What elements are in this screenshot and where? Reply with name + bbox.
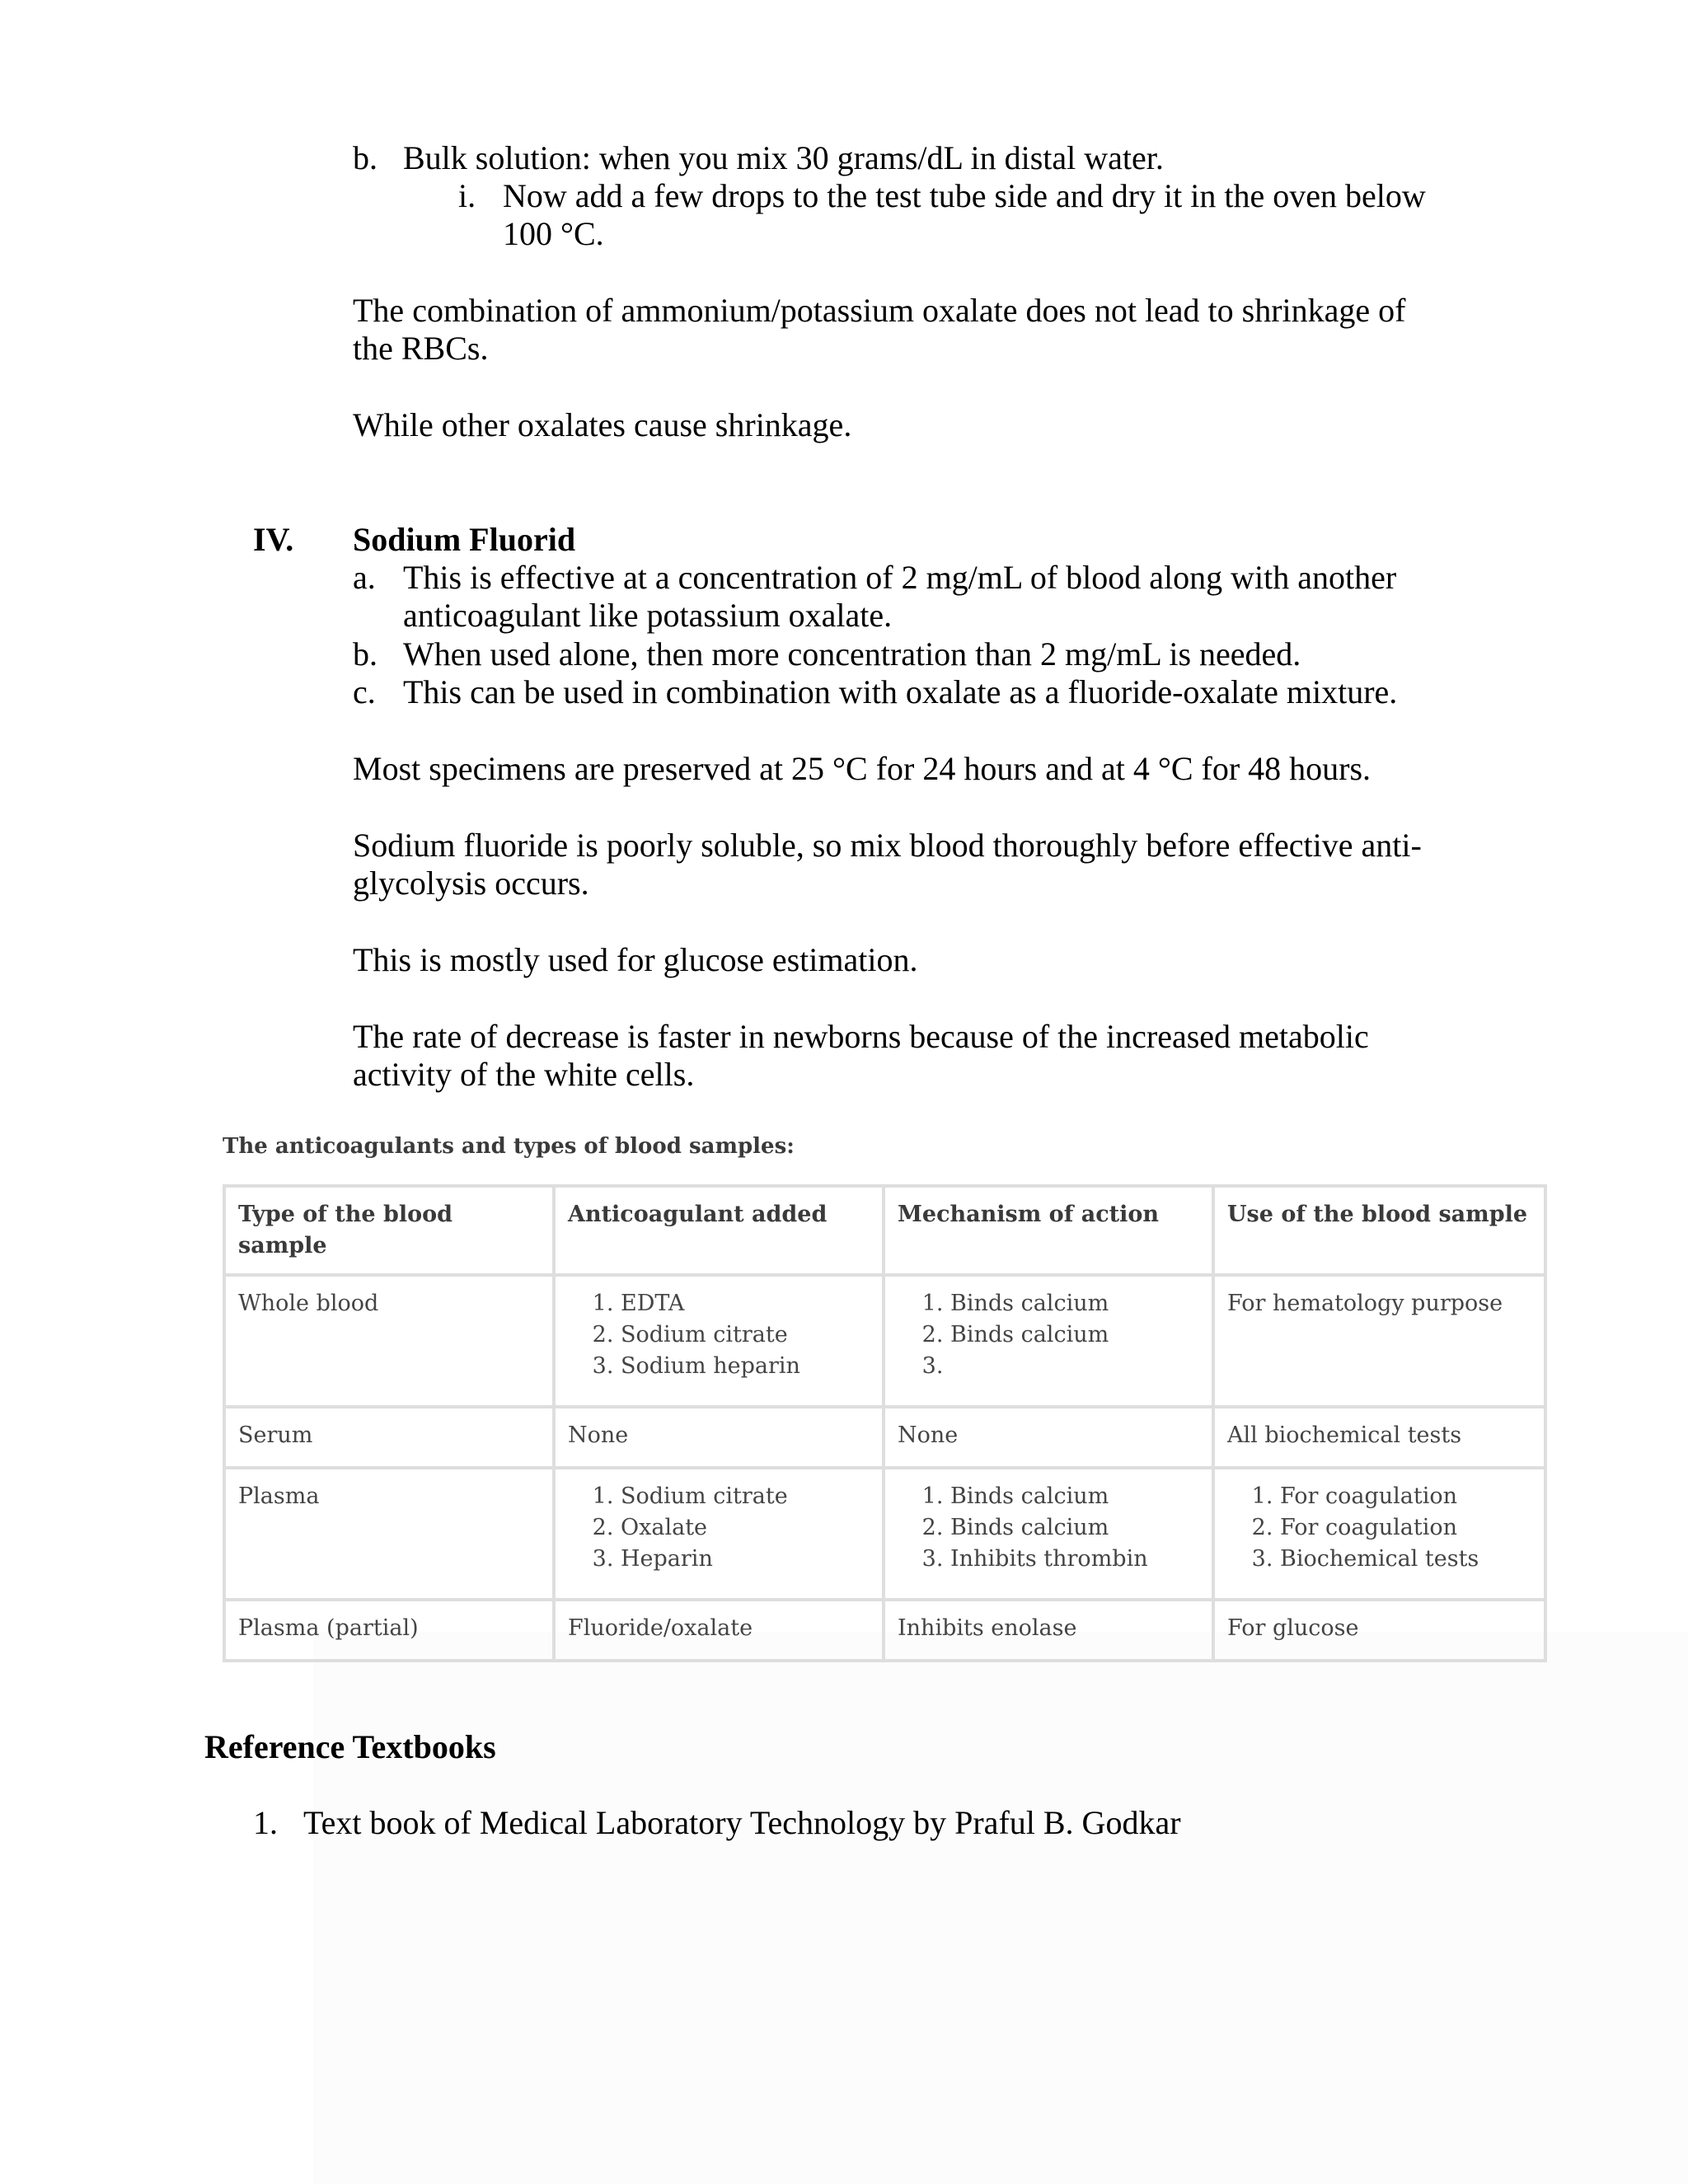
sub-list-item-line1: Now add a few drops to the test tube side and dry it in the oven below [503, 177, 1426, 214]
list-marker-b2: b. [353, 635, 377, 673]
cell-use: All biochemical tests [1213, 1407, 1545, 1468]
paragraph-soluble-line2: glycolysis occurs. [353, 865, 589, 902]
list-item: 1. Binds calcium [950, 1481, 1200, 1512]
paragraph-rate-line2: activity of the white cells. [353, 1056, 695, 1093]
cell-anticoagulant: Fluoride/oxalate [554, 1600, 884, 1661]
list-item: 1. For coagulation [1280, 1481, 1532, 1512]
cell-use: For glucose [1213, 1600, 1545, 1661]
mechanism-list [898, 1481, 1200, 1575]
list-item: 2. For coagulation [1280, 1512, 1532, 1544]
list-item: 2. Oxalate [621, 1512, 870, 1544]
paragraph-combination-line2: the RBCs. [353, 330, 489, 367]
list-item-a-line1: This is effective at a concentration of 2 mg/mL of blood along with another [403, 559, 1397, 596]
paragraph-rate-line1: The rate of decrease is faster in newborns because of the increased metabolic [353, 1018, 1369, 1055]
list-item: 3. Sodium heparin [621, 1351, 870, 1382]
list-marker-c: c. [353, 673, 376, 710]
table-row [224, 1468, 1545, 1600]
list-item [950, 1351, 1200, 1382]
paragraph-combination-line1: The combination of ammonium/potassium oxalate does not lead to shrinkage of [353, 292, 1406, 329]
list-item-c-line1: This can be used in combination with oxalate as a fluoride-oxalate mixture. [403, 673, 1398, 710]
list-item: 1. EDTA [621, 1288, 870, 1319]
list-item-a-line2: anticoagulant like potassium oxalate. [403, 597, 893, 634]
cell-mechanism [884, 1468, 1213, 1600]
cell-mechanism: None [884, 1407, 1213, 1468]
list-item: 1. Binds calcium [950, 1288, 1200, 1319]
header-anticoagulant: Anticoagulant added [554, 1186, 884, 1275]
cell-anticoagulant [554, 1468, 884, 1600]
list-item: 3. Biochemical tests [1280, 1544, 1532, 1575]
table-row [224, 1407, 1545, 1468]
list-item: 2. Binds calcium [950, 1319, 1200, 1351]
cell-use [1213, 1468, 1545, 1600]
anticoagulants-table [223, 1184, 1547, 1662]
list-item: 3. Heparin [621, 1544, 870, 1575]
reference-heading: Reference Textbooks [204, 1728, 496, 1765]
page-background-shade [313, 1632, 1688, 2184]
mechanism-list [898, 1288, 1200, 1382]
paragraph-glucose: This is mostly used for glucose estimation. [353, 941, 918, 978]
table-row [224, 1275, 1545, 1407]
reference-marker: 1. [253, 1804, 278, 1841]
section-numeral: IV. [253, 521, 294, 558]
cell-type: Plasma [224, 1468, 554, 1600]
list-item: 2. Binds calcium [950, 1512, 1200, 1544]
cell-use: For hematology purpose [1213, 1275, 1545, 1407]
header-mechanism: Mechanism of action [884, 1186, 1213, 1275]
list-item: 2. Sodium citrate [621, 1319, 870, 1351]
paragraph-other-oxalates: While other oxalates cause shrinkage. [353, 406, 852, 443]
use-list [1227, 1481, 1532, 1575]
sub-list-item-line2: 100 °C. [503, 215, 604, 252]
header-use: Use of the blood sample [1213, 1186, 1545, 1275]
table-row [224, 1600, 1545, 1661]
list-item: 3. Inhibits thrombin [950, 1544, 1200, 1575]
list-item: 1. Sodium citrate [621, 1481, 870, 1512]
list-item-bulk-solution: Bulk solution: when you mix 30 grams/dL in distal water. [403, 139, 1164, 176]
cell-type: Serum [224, 1407, 554, 1468]
sub-list-marker-i: i. [458, 177, 476, 214]
cell-anticoagulant [554, 1275, 884, 1407]
paragraph-soluble-line1: Sodium fluoride is poorly soluble, so mix blood thoroughly before effective anti- [353, 827, 1422, 864]
table-caption: The anticoagulants and types of blood samples: [223, 1134, 795, 1159]
header-type: Type of the blood sample [224, 1186, 554, 1275]
list-marker-b: b. [353, 139, 377, 176]
cell-mechanism: Inhibits enolase [884, 1600, 1213, 1661]
cell-type: Whole blood [224, 1275, 554, 1407]
anticoagulant-list [568, 1481, 870, 1575]
list-item-b-line1: When used alone, then more concentration than 2 mg/mL is needed. [403, 635, 1301, 673]
section-title: Sodium Fluorid [353, 521, 576, 558]
paragraph-preserved: Most specimens are preserved at 25 °C for 24 hours and at 4 °C for 48 hours. [353, 750, 1372, 787]
anticoagulant-list [568, 1288, 870, 1382]
reference-item: Text book of Medical Laboratory Technology by Praful B. Godkar [303, 1804, 1181, 1841]
cell-anticoagulant: None [554, 1407, 884, 1468]
table-header-row [224, 1186, 1545, 1275]
cell-type: Plasma (partial) [224, 1600, 554, 1661]
list-marker-a: a. [353, 559, 376, 596]
cell-mechanism [884, 1275, 1213, 1407]
